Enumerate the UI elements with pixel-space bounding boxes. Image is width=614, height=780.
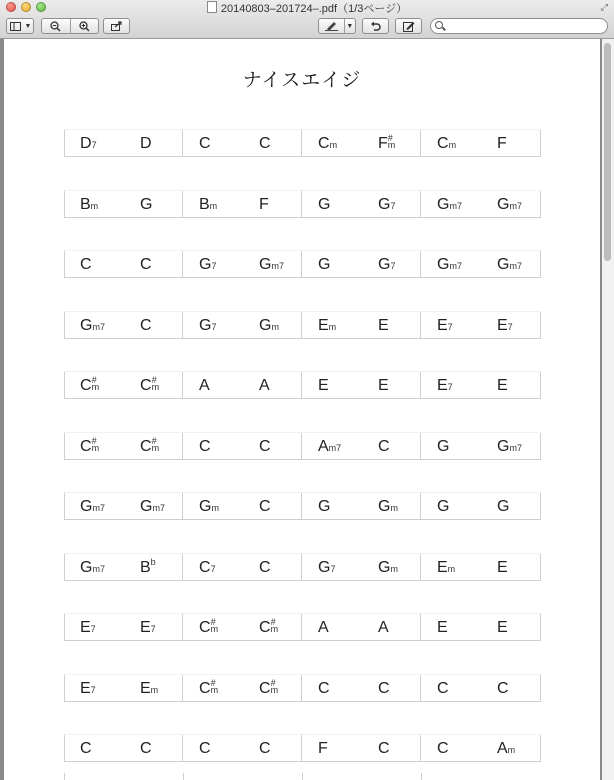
chord-symbol: C xyxy=(199,740,211,757)
chord-symbol: Gm7 xyxy=(497,256,522,273)
chord-bar xyxy=(421,191,540,217)
chord-symbol: F#m xyxy=(378,133,396,152)
chord-bar xyxy=(421,735,540,761)
chord-bar xyxy=(421,251,540,277)
chord-symbol: C xyxy=(140,256,152,273)
chord-symbol: C xyxy=(437,740,449,757)
chord-bar xyxy=(302,251,421,277)
chord-symbol: Em xyxy=(318,316,337,334)
chord-symbol: C xyxy=(318,679,330,697)
chord-bar xyxy=(64,433,183,459)
chord-row xyxy=(64,492,541,520)
chord-bar xyxy=(183,130,302,156)
chord-symbol: E7 xyxy=(437,316,453,334)
chord-symbol: C#m xyxy=(80,375,100,394)
chord-symbol: D xyxy=(140,135,152,152)
chord-symbol: F xyxy=(259,195,269,213)
chord-bar xyxy=(64,735,183,761)
chord-symbol: Bm xyxy=(80,195,99,213)
chord-bar xyxy=(302,433,421,459)
chord-bar xyxy=(421,130,540,156)
chord-symbol: Am7 xyxy=(318,437,342,455)
chord-symbol: C xyxy=(378,437,390,455)
chord-bar xyxy=(183,433,302,459)
chord-row xyxy=(64,371,541,399)
toolbar xyxy=(0,15,614,37)
chord-symbol: G xyxy=(437,437,450,455)
chord-symbol: A xyxy=(199,377,210,394)
chord-symbol: Gm xyxy=(199,498,219,515)
chord-bar xyxy=(421,312,540,338)
zoom-in-icon xyxy=(79,21,90,32)
chord-symbol: C xyxy=(259,558,271,576)
chord-symbol: A xyxy=(259,377,270,394)
chord-row xyxy=(64,190,541,218)
share-button[interactable] xyxy=(103,18,130,34)
chord-symbol: G xyxy=(497,498,510,515)
search-input[interactable] xyxy=(430,18,608,34)
chord-symbol: Em xyxy=(437,558,456,576)
chord-chart xyxy=(64,129,541,780)
chord-symbol: Gm7 xyxy=(437,195,462,213)
chord-bar xyxy=(64,493,183,519)
chord-symbol: C xyxy=(497,679,509,697)
chord-symbol: G7 xyxy=(318,558,336,576)
pdf-document-icon xyxy=(207,1,217,13)
chord-symbol: C#m xyxy=(259,617,279,636)
chord-symbol: E xyxy=(318,377,329,394)
chord-symbol: Gm xyxy=(378,558,398,576)
window-title-text: 20140803–201724–.pdf（1/3ページ） xyxy=(220,3,408,15)
chord-bar xyxy=(183,372,302,398)
chord-symbol: G xyxy=(318,195,331,213)
chord-symbol: G7 xyxy=(199,316,217,334)
zoom-out-icon xyxy=(50,21,61,32)
chord-symbol: C#m xyxy=(199,617,219,636)
chord-symbol: G7 xyxy=(199,256,217,273)
chord-bar xyxy=(421,554,540,580)
chord-bar xyxy=(421,675,540,701)
chord-bar xyxy=(64,130,183,156)
chord-symbol: Em xyxy=(140,679,159,697)
chord-symbol: C xyxy=(437,679,449,697)
chord-symbol: Gm7 xyxy=(259,256,284,273)
chord-row xyxy=(64,250,541,278)
window-title xyxy=(0,1,614,16)
scrollbar-thumb[interactable] xyxy=(604,43,611,261)
chord-symbol: E xyxy=(497,619,508,636)
chord-bar xyxy=(183,312,302,338)
chord-bar xyxy=(64,251,183,277)
chord-bar xyxy=(302,735,421,761)
zoom-in-button[interactable] xyxy=(71,19,99,33)
chord-symbol: C xyxy=(259,740,271,757)
chord-bar xyxy=(183,554,302,580)
window-chrome xyxy=(0,0,614,39)
chord-symbol: Bb xyxy=(140,556,156,576)
chord-bar xyxy=(64,312,183,338)
chord-symbol: A xyxy=(378,619,389,636)
chord-symbol: C xyxy=(199,135,211,152)
chord-symbol: Gm7 xyxy=(497,437,522,455)
chord-bar xyxy=(183,614,302,640)
chord-symbol: Gm7 xyxy=(497,195,522,213)
share-icon xyxy=(111,21,123,31)
chord-symbol: C7 xyxy=(199,558,216,576)
annotate-button[interactable] xyxy=(318,18,356,34)
chord-symbol: E7 xyxy=(140,619,156,636)
chord-row xyxy=(64,674,541,702)
chord-symbol: E7 xyxy=(80,619,96,636)
rotate-icon xyxy=(370,21,381,32)
document-viewer[interactable] xyxy=(0,39,614,780)
partial-next-row xyxy=(64,773,542,780)
chord-bar xyxy=(302,130,421,156)
chord-symbol: C#m xyxy=(140,375,160,394)
chord-symbol: E xyxy=(497,377,508,394)
chord-symbol: C#m xyxy=(140,435,160,455)
edit-button[interactable] xyxy=(395,18,422,34)
chord-bar xyxy=(302,372,421,398)
chord-symbol: G xyxy=(140,195,153,213)
chord-symbol: C xyxy=(199,437,211,455)
sidebar-icon xyxy=(7,19,23,33)
chord-symbol: Bm xyxy=(199,195,218,213)
chord-bar xyxy=(421,372,540,398)
chord-symbol: E xyxy=(378,316,389,334)
chord-symbol: Gm7 xyxy=(437,256,462,273)
page-title: ナイスエイジ xyxy=(242,70,362,91)
chord-symbol: G xyxy=(318,498,331,515)
chord-symbol: Gm xyxy=(378,498,398,515)
chord-symbol: E xyxy=(378,377,389,394)
chord-row xyxy=(64,613,541,641)
chord-symbol: F xyxy=(497,135,507,152)
chord-bar xyxy=(183,735,302,761)
chord-symbol: G xyxy=(318,256,331,273)
fullscreen-icon[interactable]: ⤢ xyxy=(600,2,608,12)
zoom-out-button[interactable] xyxy=(42,19,70,33)
edit-icon xyxy=(403,21,415,32)
chord-symbol: E7 xyxy=(437,377,453,394)
chord-bar xyxy=(183,493,302,519)
chord-symbol: E7 xyxy=(497,316,513,334)
chord-symbol: Cm xyxy=(437,135,457,152)
chevron-down-icon: ▼ xyxy=(24,22,32,30)
chord-bar xyxy=(302,312,421,338)
chord-symbol: G xyxy=(437,498,450,515)
chord-symbol: C xyxy=(80,256,92,273)
chord-symbol: C xyxy=(259,135,271,152)
chord-bar xyxy=(183,675,302,701)
chord-row xyxy=(64,432,541,460)
chevron-down-icon: ▼ xyxy=(346,22,354,30)
chord-symbol: C xyxy=(80,740,92,757)
chord-symbol: C xyxy=(378,679,390,697)
chord-symbol: E xyxy=(437,619,448,636)
chord-symbol: Gm xyxy=(259,316,279,334)
pdf-page xyxy=(4,39,600,780)
chord-row xyxy=(64,553,541,581)
chord-symbol: A xyxy=(318,619,329,636)
chord-symbol: C xyxy=(378,740,390,757)
chord-bar xyxy=(302,493,421,519)
chord-symbol: G7 xyxy=(378,256,396,273)
pen-icon xyxy=(319,19,344,33)
chord-symbol: Gm7 xyxy=(80,498,105,515)
chord-bar xyxy=(302,675,421,701)
chord-bar xyxy=(421,433,540,459)
chord-symbol: E xyxy=(497,558,508,576)
chord-symbol: Am xyxy=(497,740,516,757)
search-icon xyxy=(435,21,443,29)
chord-symbol: C xyxy=(140,316,152,334)
chord-bar xyxy=(64,372,183,398)
chord-bar xyxy=(64,614,183,640)
chord-symbol: E7 xyxy=(80,679,96,697)
chord-symbol: C xyxy=(259,437,271,455)
chord-bar xyxy=(64,191,183,217)
zoom-controls xyxy=(41,18,99,34)
chord-bar xyxy=(302,554,421,580)
chord-symbol: G7 xyxy=(378,195,396,213)
chord-bar xyxy=(64,675,183,701)
chord-symbol: Gm7 xyxy=(80,558,105,576)
chord-symbol: F xyxy=(318,740,328,757)
chord-bar xyxy=(64,554,183,580)
chord-row xyxy=(64,734,541,762)
chord-bar xyxy=(421,493,540,519)
title-bar xyxy=(0,0,614,15)
chord-symbol: C#m xyxy=(199,677,219,697)
vertical-scrollbar[interactable] xyxy=(602,39,614,780)
chord-bar xyxy=(183,251,302,277)
chord-bar xyxy=(421,614,540,640)
chord-symbol: D7 xyxy=(80,135,97,152)
chord-row xyxy=(64,311,541,339)
sidebar-view-button[interactable] xyxy=(6,18,34,34)
chord-row xyxy=(64,129,541,157)
chord-symbol: Gm7 xyxy=(80,316,105,334)
rotate-button[interactable] xyxy=(362,18,389,34)
chord-bar xyxy=(302,191,421,217)
chord-symbol: C xyxy=(140,740,152,757)
chord-bar xyxy=(302,614,421,640)
chord-symbol: C#m xyxy=(80,435,100,455)
chord-bar xyxy=(183,191,302,217)
chord-symbol: Gm7 xyxy=(140,498,165,515)
chord-symbol: C#m xyxy=(259,677,279,697)
chord-symbol: Cm xyxy=(318,135,338,152)
chord-symbol: C xyxy=(259,498,271,515)
